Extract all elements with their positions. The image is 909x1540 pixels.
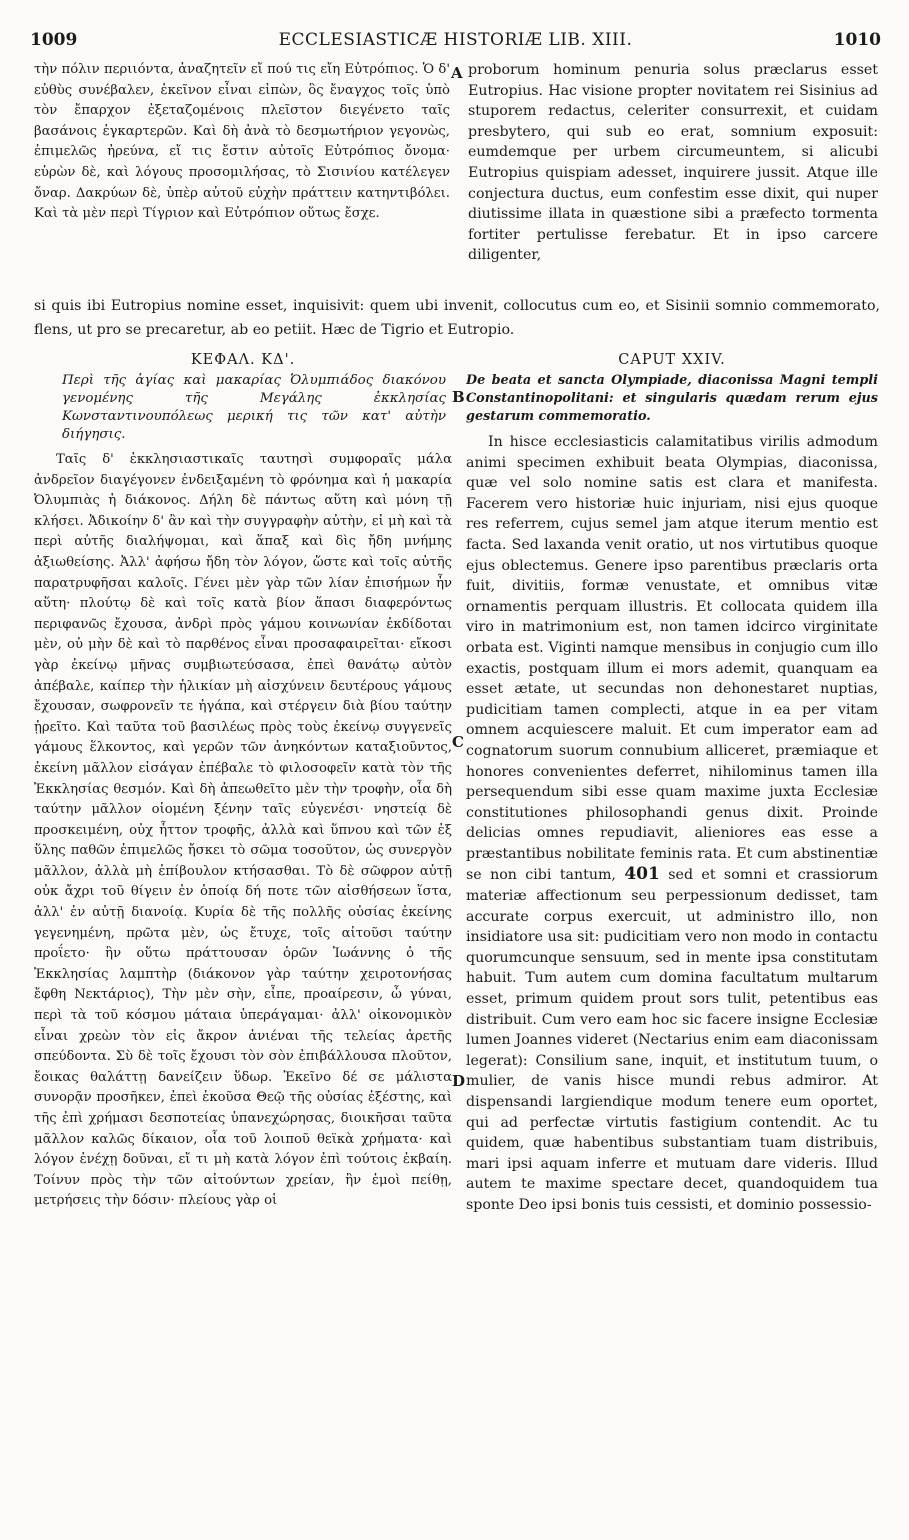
margin-marker-d: D [452,1072,466,1090]
spanning-latin-lines [34,294,880,348]
greek-paragraph-continued: τὴν πόλιν περιιόντα, ἀναζητεῖν εἴ πού τις εἴη Εὐτρόπιος. Ὁ δ' εὐθὺς συνέβαλεν, ἐκεῖνον εἶναι εἰπὼν, ὃς ἔναγχος τοῖς ὑπὸ τὸν ἔπαρχον ἐξεταζομένοις πλεῖστον διεγένετο ταῖς βασάνοις ἐγκαρτερῶν. Καὶ δὴ ἀνὰ τὸ δεσμωτήριον γεγονὼς, ἐπιμελῶς ἠρεύνα, εἴ τις ἔστιν αὐτοῖς Εὐτρόπιος ὄνομα· εὑρὼν δὲ, καὶ λόγους προσομιλήσας, τὸ Σισινίου κατέλεγεν ὄναρ. Δακρύων δὲ, ὑπὲρ αὐτοῦ εὐχὴν πράττειν κατηντιβόλει. Καὶ τὰ μὲν περὶ Τίγριον καὶ Εὐτρόπιον οὕτως ἔσχε. [34,62,450,222]
latin-body-part-1: In hisce ecclesiasticis calamitatibus virilis admodum animi specimen exhibuit beata Olympias, diaconissa, quæ vel solo nomine satis est clara et manifesta. Facerem vero historiæ huic injuriam, nisi ejus quoque res referrem, cujus semel jam atque iterum mentio est facta. Sed laxanda venit oratio, ut nos virtutibus quoque ejus oblectemus. Genere ipso parentibus præclaris orta fuit, divitiis, formæ venustate, et omnibus vitæ ornamentis perquam illustris. Et collocata quidem illa viro in matrimonium est, non tamen idcirco virginitate orbata est. Viginti namque mensibus in conjugio cum illo exactis, postquam illum ei mors ademit, quanquam ea esset ætate, ut secundas non dehonestaret nuptias, pudicitiam tamen complecti, atque in ea per vitam omnem acquiescere maluit. Et cum imperator eam ad cognatorum suorum connubium alliceret, præmiaque et honores convenientes deferret, nihilominus tamen illa persequendum sibi esse quam maxime juxta Ecclesiæ constitutiones philosophandi genus dixit. Proinde delicias omnes repudiavit, alieniores eas esse a præstantibus nobilitate feminis rata. Et cum abstinentiæ se non cibi tantum, [466,434,878,884]
spanning-latin-text: si quis ibi Eutropius nomine esset, inquisivit: quem ubi invenit, collocutus cum eo, et Sisinii somnio commemorato, flens, ut pro se precaretur, ab eo petiit. Hæc de Tigrio et Eutropio. [34,298,880,338]
margin-marker-a: A [451,64,463,82]
running-title: ECCLESIASTICÆ HISTORIÆ LIB. XIII. [278,30,633,50]
greek-chapter-body: Ταῖς δ' ἐκκλησιαστικαῖς ταυτησὶ συμφοραῖς μάλα ἀνδρεῖον διαγέγονεν ἐνδειξαμένη τὸ φρόνημα καὶ ἡ μακαρία Ὀλυμπιὰς ἡ διάκονος. Δήλη δὲ πάντως αὕτη καὶ μόνη τῇ κλήσει. Ἀδικοίην δ' ἂν καὶ τὴν συγγραφὴν αὐτὴν, εἰ μὴ καὶ τὰ περὶ αὐτῆς διαλήψομαι, καὶ ἅπαξ καὶ δὶς ἤδη μνήμης ἀξιωθείσης. Ἀλλ' ἀφήσω ἤδη τὸν λόγον, ὥστε καὶ τοῖς αὐτῆς παρατρυφῆσαι καλοῖς. Γένει μὲν γὰρ τῶν λίαν ἐπισήμων ἦν αὕτη· πλούτῳ δὲ καὶ τοῖς κατὰ βίον ἅπασι διαφερόντως περιφανῶς ἔχουσα, ἀνδρὶ πρὸς γάμου κοινωνίαν ἐκδίδοται μὲν, οὐ μὴν δὲ καὶ τὸ παρθένος εἶναι προσαφαιρεῖται· εἴκοσι γὰρ ἐκείνῳ μῆνας συμβιωτεύσασα, ἐπεὶ θανάτῳ αὐτὸν ἀπέβαλε, καίπερ τὴν ἡλικίαν μὴ αἰσχύνειν δευτέρους γάμους ἔχουσαν, σωφρονεῖν τε ἠγάπα, καὶ στέργειν διὰ βίου ταύτην ᾑρεῖτο. Καὶ ταῦτα τοῦ βασιλέως πρὸς τοὺς ἐκείνῳ συγγενεῖς γάμους ἕλκοντος, καὶ γερῶν τῶν ἀνηκόντων καταξιοῦντος, ἐκείνη μᾶλλον εἰσάγαν ἐπέβαλε τὸ φιλοσοφεῖν κατὰ τὸν τῆς Ἐκκλησίας θεσμόν. Καὶ δὴ ἀπεωθεῖτο μὲν τὴν τροφὴν, οἷα δὴ ταύτην μᾶλλον οἰομένη ξένην ταῖς εὐγενέσι· νηστείᾳ δὲ προσκειμένη, οὐχ ἧττον τροφῆς, ἀλλὰ καὶ ὕπνου καὶ τῶν ἐξ ὕλης παθῶν ἐπιμελῶς ἤσκει τὸ σῶμα τοσοῦτον, ὡς συνεργὸν μᾶλλον, ἀλλὰ μὴ ἐπίβουλον κτήσασθαι. Τὸ δὲ σῶφρον αὐτῇ οὐκ ἄχρι τοῦ θίγειν ἐν ὁποίᾳ δή ποτε τῶν αἰσθήσεων ἵστα, ἀλλ' ἐν αὐτῇ διανοίᾳ. Κυρία δὲ τῆς πολλῆς οὐσίας ἐκείνης γεγενημένη, πρῶτα μὲν, ὡς ἔτυχε, τοῖς αἰτοῦσι ταύτην προΐετο· ἣν οὕτω πράττουσαν ὁρῶν Ἰωάννης ὁ τῆς Ἐκκλησίας λαμπτὴρ (διάκονον γὰρ ταύτην χειροτονήσας ἔφθη Νεκτάριος), Τὴν μὲν σὴν, εἶπε, προαίρεσιν, ὦ γύναι, περὶ τὰ τοῦ κόσμου μάταια ὑπεράγαμαι· ἀλλ' οἰκονομικὸν εἶναι χρεὼν τὸν εἰς ἄκρον ἀνιέναι τῆς τελείας ἀρετῆς σπεύδοντα. Σὺ δὲ τοῖς ἔχουσι τὸν σὸν ἐπιβάλλουσα πλοῦτον, ἔοικας θαλάττῃ δανείζειν ὕδωρ. Ἐκεῖνο δέ σε μάλιστα συνορᾷν προσῆκεν, ἐπεὶ ἑκοῦσα Θεῷ τῆς οὐσίας ἐξέστης, καὶ τῆς ἐπὶ χρήμασι δεσποτείας ὑπανεχώρησας, διοικῆσαι ταῦτα μᾶλλον καλῶς δίκαιον, οἷα τοῦ λοιποῦ θεϊκὰ χρήματα· καὶ λόγον ἐνέχῃ δοῦναι, εἴ τι μὴ κατὰ λόγον ἐπὶ τούτοις ἐκβαίη. Τοίνυν πρὸς τὴν τῶν αἰτούντων χρείαν, ἣν ἐμοὶ πείθῃ, μετρήσεις τὴν δόσιν· πλείους γὰρ οἱ [34,452,452,1209]
greek-column-top [34,60,450,296]
greek-column-chapter [34,352,452,1530]
page-header [30,30,881,56]
latin-chapter-body [466,432,878,1216]
greek-chapter-heading: ΚΕΦΑΛ. ΚΔ'. [190,352,296,368]
latin-paragraph-continued: proborum hominum penuria solus præclarus esset Eutropius. Hac visione propter novitatem rei Sisinius ad stuporem redactus, celeriter consurrexit, et cuidam presbytero, qui sub eo erat, somnium exposuit: eumdemque per urbem circumeuntem, si alicubi Eutropius quispiam adesset, inquirere jussit. Atque ille conjectura ductus, eum confestim esse dixit, qui nuper diutissime illata in quæstione sibi a præfecto tormenta fortiter pertulisse ferebatur. Et in ipso carcere diligenter, [468,62,878,264]
latin-column-top [468,60,878,296]
latin-chapter-heading: CAPUT XXIV. [618,352,726,368]
latin-body-part-2: sed et somni et crassiorum materiæ affectionum seu perpessionum dedisset, tam accurate corpus exercuit, ut administro illo, non insidiatore usa sit: pudicitiam vero non modo in contactu quorumcunque sensuum, sed in mente ipsa constitutam habuit. Tum autem cum domina facultatum multarum esset, primum quidem prout sors tulit, petentibus eas distribuit. Cum vero eam hoc sic facere insigne Ecclesiæ lumen Joannes videret (Nectarius enim eam diaconissam legerat): Consilium sane, inquit, et institutum tuum, o mulier, de vanis hisce mundi rebus admiror. At dispensandi largiendique modum tenere eum oportet, qui ad perfectæ virtutis fastigium contendit. Ac tu quidem, quæ habentibus substantiam tuam distribuis, mari ipsi aquam inferre et mutuam dare videris. Illud autem te maxime spectare decet, quandoquidem tua sponte Deo ipsi bonis tuis cessisti, et dominio possessio- [466,867,878,1213]
page-number-right: 1010 [833,30,881,50]
margin-marker-b: B [452,388,465,406]
marginal-page-number: 401 [624,864,660,885]
latin-chapter-title: De beata et sancta Olympiade, diaconissa Magni templi Constantinopolitani: et singularis quædam rerum ejus gestarum commemoratio. [466,373,878,424]
margin-marker-c: C [452,733,464,751]
greek-chapter-title: Περὶ τῆς ἁγίας καὶ μακαρίας Ὀλυμπιάδος διακόνου γενομένης τῆς Μεγάλης ἐκκλησίας Κωνσταντινουπόλεως μερική τις τῶν κατ' αὐτὴν διήγησις. [62,373,446,442]
latin-column-chapter [466,352,878,1530]
page-number-left: 1009 [30,30,78,50]
